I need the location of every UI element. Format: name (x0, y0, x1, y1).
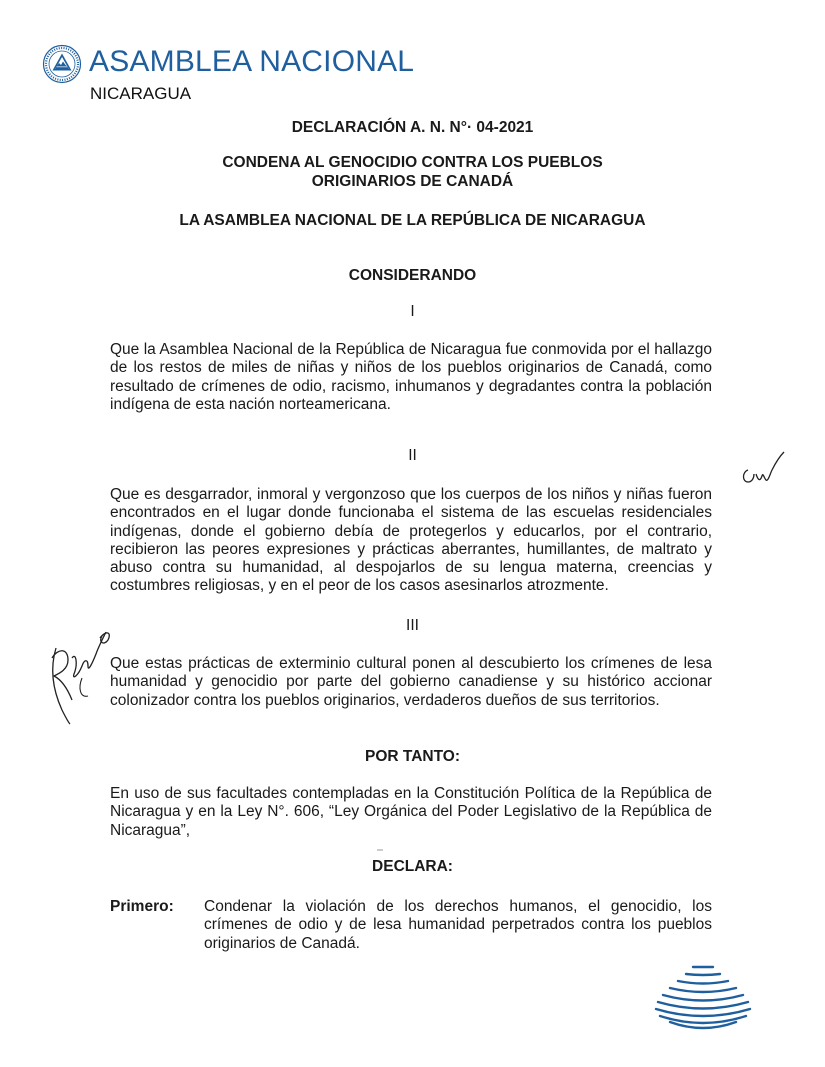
scan-speck (377, 838, 383, 840)
issuer-heading: LA ASAMBLEA NACIONAL DE LA REPÚBLICA DE NICARAGUA (179, 212, 646, 229)
org-name: ASAMBLEA NACIONAL (89, 45, 415, 78)
article-text: Condenar la violación de los derechos humanos, el genocidio, los crímenes de odio y de lesa humanidad perpetrados contra los pueblos originarios de Canadá. (204, 898, 712, 952)
considerando-numeral: III (406, 617, 419, 634)
considerando-paragraph: Que es desgarrador, inmoral y vergonzoso que los cuerpos de los niños y niñas fueron encontrados en el lugar donde funcionaba el sistema de las escuelas residenciales indígenas, donde el gobierno debía de protegerlos y educarlos, por el contrario, recibieron las peores expresiones y prácticas aberrantes, humillantes, de maltrato y abuso contra su humanidad, al despojarlos de su lengua materna, creencias y costumbres religiosas, y en el peor de los casos asesinarlos atrozmente. (110, 486, 712, 595)
article-label: Primero: (110, 898, 174, 915)
considerando-heading: CONSIDERANDO (348, 267, 477, 284)
por-tanto-heading: POR TANTO: (364, 748, 460, 765)
declara-heading: DECLARA: (372, 858, 453, 875)
por-tanto-paragraph: En uso de sus facultades contempladas en la Constitución Política de la República de Nicaragua y en la Ley N°. 606, “Ley Orgánica del Poder Legislativo de la República de Nicaragua”, (110, 785, 712, 839)
parliament-arcs-icon (648, 962, 758, 1032)
considerando-paragraph: Que la Asamblea Nacional de la República de Nicaragua fue conmovida por el hallazgo de los restos de miles de niñas y niños de los pueblos originarios de Canadá, como resultado de crímenes de odio, racismo, inhumanos y degradantes contra la población indígena de esta nación norteamericana. (110, 341, 712, 413)
document-title: CONDENA AL GENOCIDIO CONTRA LOS PUEBLOS ORIGINARIOS DE CANADÁ (222, 154, 603, 190)
declaration-number: DECLARACIÓN A. N. N°· 04-2021 (291, 119, 534, 136)
handwritten-initials-left (38, 618, 118, 728)
handwritten-initials-right (738, 448, 788, 493)
org-country: NICARAGUA (90, 84, 192, 103)
national-seal-icon (42, 44, 82, 84)
considerando-numeral: I (410, 303, 415, 320)
considerando-paragraph: Que estas prácticas de exterminio cultural ponen al descubierto los crímenes de lesa humanidad y genocidio por parte del gobierno canadiense y su histórico accionar colonizador contra los pueblos originarios, verdaderos dueños de sus territorios. (110, 655, 712, 709)
considerando-numeral: II (408, 447, 417, 464)
